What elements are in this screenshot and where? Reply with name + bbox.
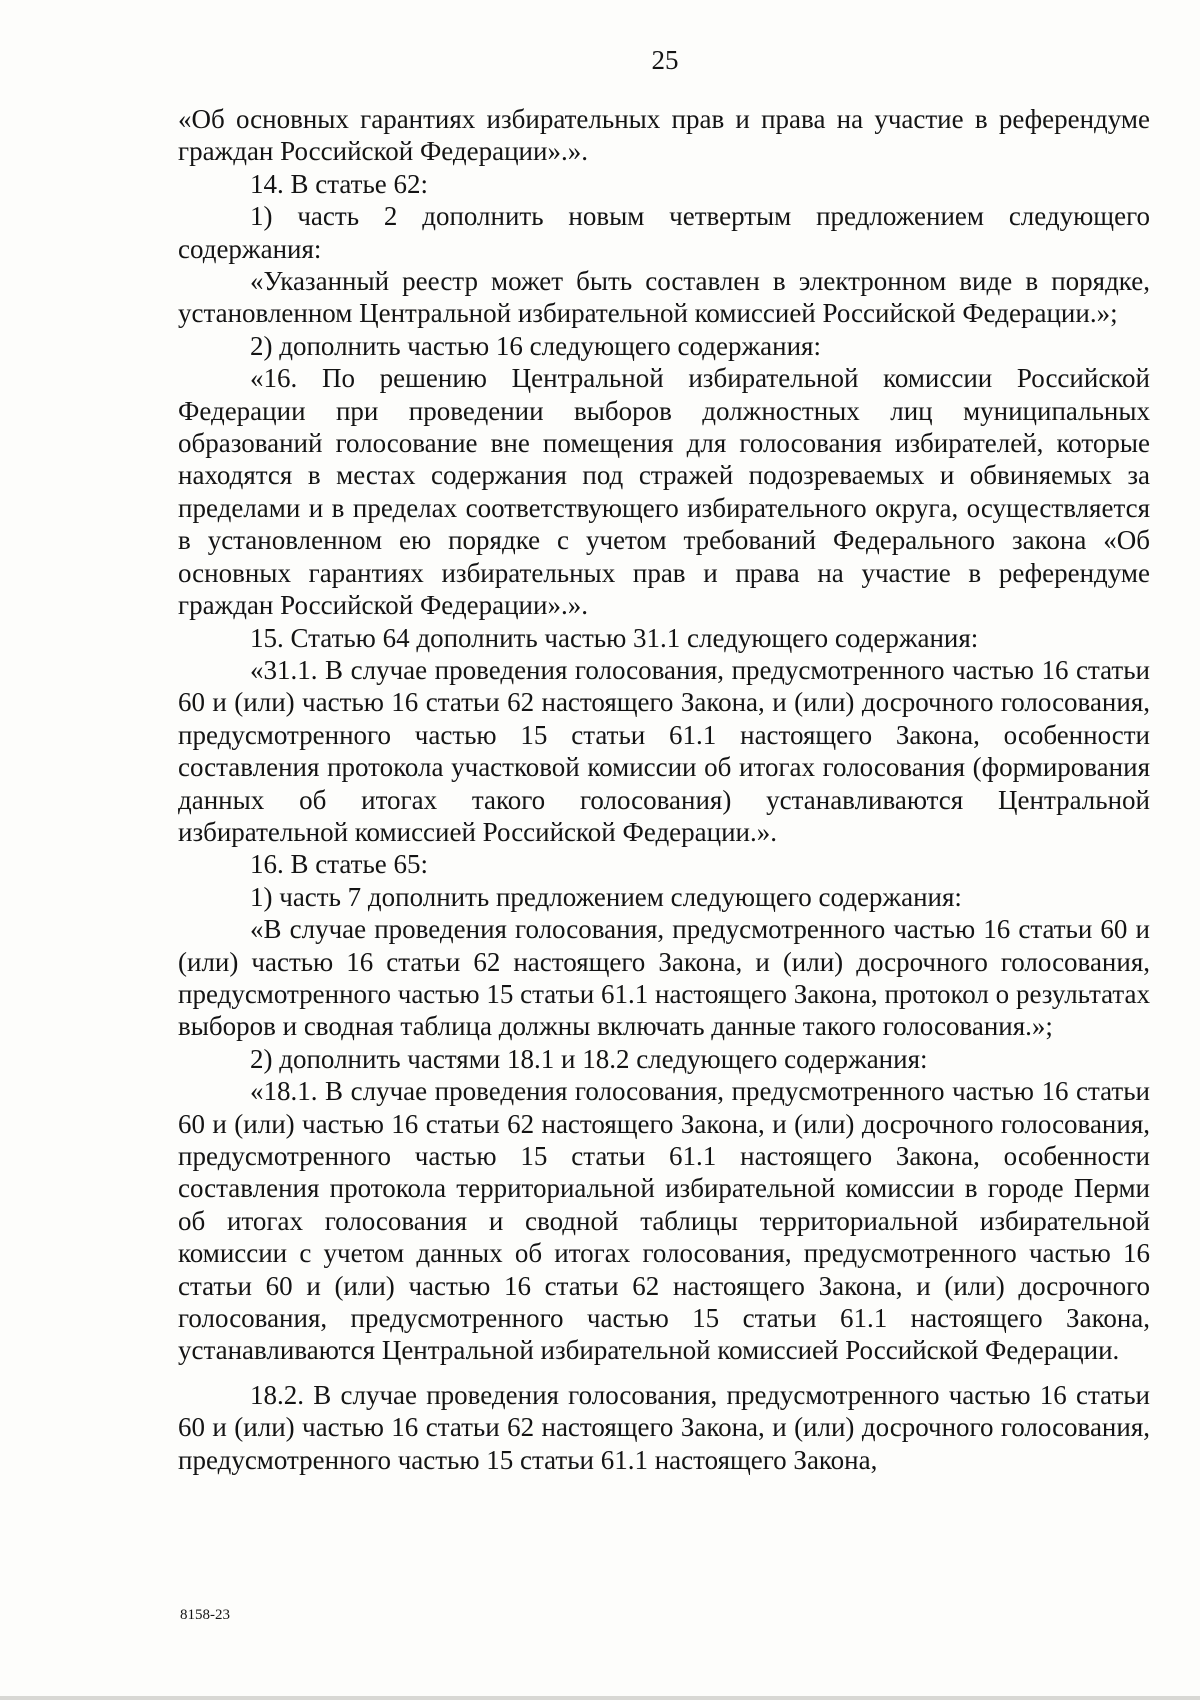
paragraph: 2) дополнить частями 18.1 и 18.2 следующего содержания:	[250, 1043, 928, 1074]
paragraph: «31.1. В случае проведения голосования, предусмотренного частью 16 статьи 60 и (или) частью 16 статьи 62 настоящего Закона, и (или) досрочного голосования, предусмотренного частью 15 статьи 61.1 настоящего Закона, особенности составления протокола участковой комиссии об итогах голосования (формирования данных об итогах такого голосования) устанавливаются Центральной избирательной комиссией Российской Федерации.».	[178, 654, 1150, 847]
paragraph: 2) дополнить частью 16 следующего содержания:	[250, 330, 821, 361]
paragraph: 15. Статью 64 дополнить частью 31.1 следующего содержания:	[250, 622, 979, 653]
paragraph: «В случае проведения голосования, предусмотренного частью 16 статьи 60 и (или) частью 16 статьи 62 настоящего Закона, и (или) досрочного голосования, предусмотренного частью 15 статьи 61.1 настоящего Закона, протокол о результатах выборов и сводная таблица должны включать данные такого голосования.»;	[178, 914, 1150, 1042]
paragraph: 18.2. В случае проведения голосования, предусмотренного частью 16 статьи 60 и (или) частью 16 статьи 62 настоящего Закона, и (или) досрочного голосования, предусмотренного частью 15 статьи 61.1 настоящего Закона,	[178, 1379, 1150, 1475]
document-code: 8158-23	[180, 1607, 230, 1623]
paragraph: «18.1. В случае проведения голосования, предусмотренного частью 16 статьи 60 и (или) частью 16 статьи 62 настоящего Закона, и (или) досрочного голосования, предусмотренного частью 15 статьи 61.1 настоящего Закона, особенности составления протокола территориальной избирательной комиссии в городе Перми об итогах голосования и сводной таблицы территориальной избирательной комиссии с учетом данных об итогах голосования, предусмотренного частью 16 статьи 60 и (или) частью 16 статьи 62 настоящего Закона, и (или) досрочного голосования, предусмотренного частью 15 статьи 61.1 настоящего Закона, устанавливаются Центральной избирательной комиссией Российской Федерации.	[178, 1076, 1150, 1366]
paragraph: 1) часть 2 дополнить новым четвертым предложением следующего содержания:	[178, 201, 1150, 264]
paragraph: 16. В статье 65:	[250, 849, 429, 880]
paragraph: 14. В статье 62:	[250, 168, 429, 199]
document-body	[178, 103, 1150, 1476]
scan-edge	[0, 1696, 1200, 1700]
paragraph: «Об основных гарантиях избирательных прав и права на участие в референдуме граждан Российской Федерации».».	[178, 104, 1150, 167]
paragraph: «Указанный реестр может быть составлен в электронном виде в порядке, установленном Центральной избирательной комиссией Российской Федерации.»;	[178, 266, 1150, 329]
page-number: 25	[651, 45, 679, 75]
paragraph: «16. По решению Центральной избирательной комиссии Российской Федерации при проведении выборов должностных лиц муниципальных образований голосование вне помещения для голосования избирателей, которые находятся в местах содержания под стражей подозреваемых и обвиняемых за пределами и в пределах соответствующего избирательного округа, осуществляется в установленном ею порядке с учетом требований Федерального закона «Об основных гарантиях избирательных прав и права на участие в референдуме граждан Российской Федерации».».	[178, 363, 1150, 621]
paragraph: 1) часть 7 дополнить предложением следующего содержания:	[250, 881, 962, 912]
